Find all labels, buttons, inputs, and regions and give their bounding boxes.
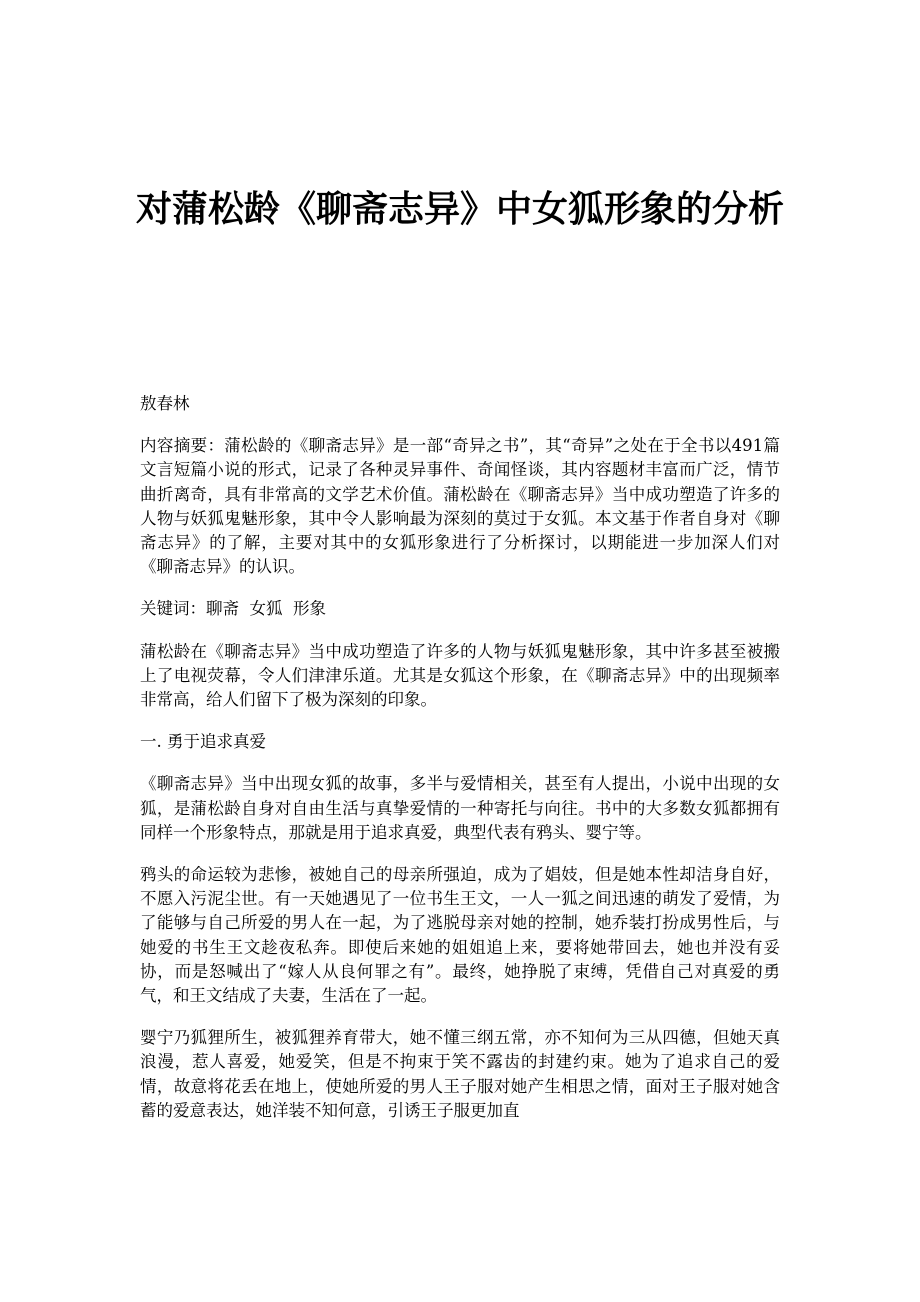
body-paragraph: 鸦头的命运较为悲惨，被她自己的母亲所强迫，成为了娼妓，但是她本性却洁身自好，不愿入污泥尘世。有一天她遇见了一位书生王文，一人一狐之间迅速的萌发了爱情，为了能够与自己所爱的男人在一起，为了逃脱母亲对她的控制，她乔装打扮成男性后，与她爱的书生王文趁夜私奔。即使后来她的姐姐追上来，要将她带回去，她也并没有妥协，而是怒喊出了“嫁人从良何罪之有”。最终，她挣脱了束缚，凭借自己对真爱的勇气，和王文结成了夫妻，生活在了一起。 bbox=[140, 865, 780, 1006]
intro-paragraph: 蒲松龄在《聊斋志异》当中成功塑造了许多的人物与妖狐鬼魅形象，其中许多甚至被搬上了电视荧幕，令人们津津乐道。尤其是女狐这个形象，在《聊斋志异》中的出现频率非常高，给人们留下了极为深刻的印象。 bbox=[140, 641, 780, 710]
abstract-paragraph: 内容摘要：蒲松龄的《聊斋志异》是一部“奇异之书”，其“奇异”之处在于全书以491篇文言短篇小说的形式，记录了各种灵异事件、奇闻怪谈，其内容题材丰富而广泛，情节曲折离奇，具有非常高的文学艺术价值。蒲松龄在《聊斋志异》当中成功塑造了许多的人物与妖狐鬼魅形象，其中令人影响最为深刻的莫过于女狐。本文基于作者自身对《聊斋志异》的了解，主要对其中的女狐形象进行了分析探讨，以期能进一步加深人们对《聊斋志异》的认识。 bbox=[140, 436, 780, 577]
document-body bbox=[140, 392, 780, 1141]
document-title: 对蒲松龄《聊斋志异》中女狐形象的分析 bbox=[135, 189, 784, 230]
author-name: 敖春林 bbox=[140, 394, 190, 413]
body-paragraph: 婴宁乃狐狸所生，被狐狸养育带大，她不懂三纲五常，亦不知何为三从四德，但她天真浪漫，惹人喜爱，她爱笑，但是不拘束于笑不露齿的封建约束。她为了追求自己的爱情，故意将花丢在地上，使她所爱的男人王子服对她产生相思之情，面对王子服对她含蓄的爱意表达，她洋装不知何意，引诱王子服更加直 bbox=[140, 1028, 780, 1120]
keywords-line: 关键词：聊斋 女狐 形象 bbox=[140, 599, 326, 619]
body-paragraph: 《聊斋志异》当中出现女狐的故事，多半与爱情相关，甚至有人提出，小说中出现的女狐，是蒲松龄自身对自由生活与真挚爱情的一种寄托与向往。书中的大多数女狐都拥有同样一个形象特点，那就是用于追求真爱，典型代表有鸦头、婴宁等。 bbox=[140, 774, 780, 842]
section-heading: 一. 勇于追求真爱 bbox=[140, 732, 266, 752]
